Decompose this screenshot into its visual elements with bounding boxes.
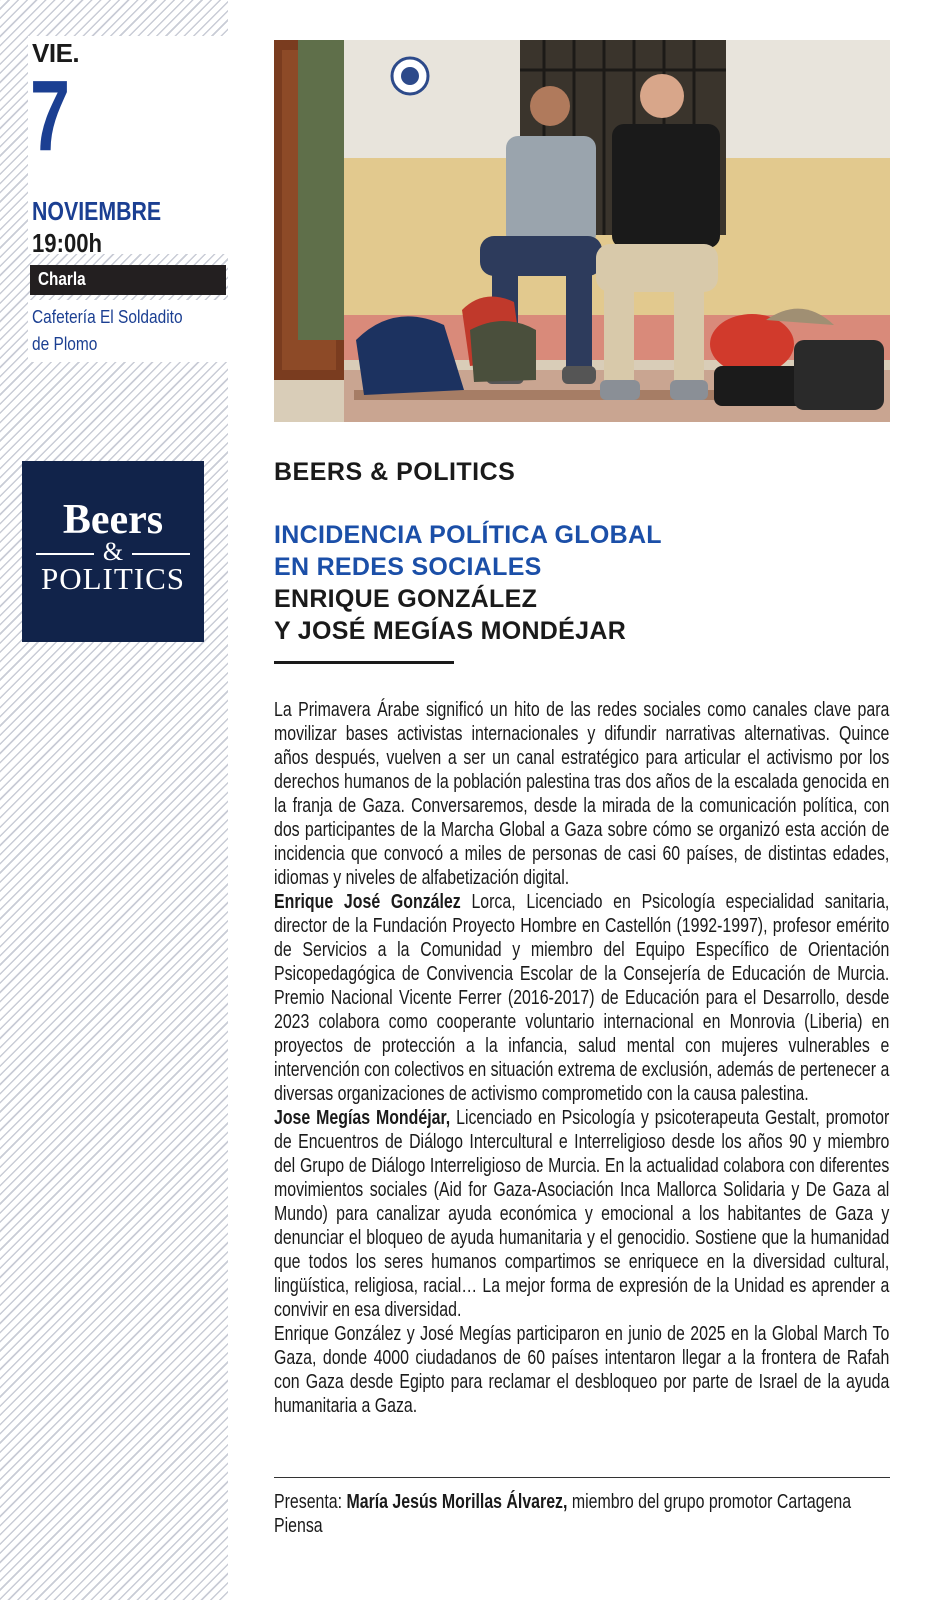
beers-politics-logo <box>22 461 204 642</box>
closing-paragraph: Enrique González y José Megías participaron en junio de 2025 en la Global March To Gaza, donde 4000 ciudadanos de 60 países intentaron llegar a la frontera de Rafah con Gaza desde Egipto para reclamar el desbloqueo por parte de Israel de la ayuda humanitaria a Gaza. <box>274 1323 890 1417</box>
speakers-line-1: ENRIQUE GONZÁLEZ <box>274 585 538 613</box>
talk-title-line-1: INCIDENCIA POLÍTICA GLOBAL <box>274 521 662 549</box>
venue-line-1: Cafetería El Soldadito <box>32 307 183 327</box>
speakers-photo-illustration <box>274 40 890 422</box>
article-body <box>274 698 889 1418</box>
bio-enrique-paragraph <box>274 890 889 1106</box>
logo-word-beers: Beers <box>62 497 164 543</box>
bio-jose-paragraph <box>274 1106 889 1322</box>
event-venue <box>32 304 195 358</box>
event-time: 19:00h <box>32 228 103 258</box>
event-month: NOVIEMBRE <box>32 196 162 226</box>
venue-line-2: de Plomo <box>32 334 98 354</box>
presenter-role: miembro del grupo promotor Cartagena Piensa <box>274 1491 852 1537</box>
series-title: BEERS & POLITICS <box>274 458 516 486</box>
bio-enrique-name: Enrique José González <box>274 891 461 913</box>
presenter-label: Presenta: <box>274 1491 347 1513</box>
event-weekday: VIE. <box>32 38 80 68</box>
talk-title-line-2: EN REDES SOCIALES <box>274 553 542 581</box>
event-type-bar <box>30 265 226 295</box>
speakers-line-2: Y JOSÉ MEGÍAS MONDÉJAR <box>274 617 627 645</box>
event-type-label: Charla <box>38 269 86 289</box>
speakers-photo <box>274 40 890 422</box>
logo-ampersand: & <box>102 537 124 566</box>
title-divider <box>274 661 454 664</box>
footer-divider <box>274 1477 890 1478</box>
bio-jose-text: Licenciado en Psicología y psicoterapeuta Gestalt, promotor de Encuentros de Diálogo Intercultural e Interreligioso desde los años 90 y miembro del Grupo de Diálogo Interreligioso de Murcia. En la actualidad colabora con diferentes movimientos sociales (Aid for Gaza-Asociación Inca Mallorca Solidaria y De Gaza al Mundo) para canalizar ayuda económica y emocional a los habitantes de Gaza y denunciar el bloqueo de ayuda humanitaria y el genocidio. Sostiene que la humanidad que todos los seres humanos compartimos se enriquece en la diversidad cultural, lingüística, religiosa, racial… La mejor forma de expresión de la Unidad es aprender a convivir en esa diversidad. <box>274 1107 890 1321</box>
bio-jose-name: Jose Megías Mondéjar, <box>274 1107 451 1129</box>
presenter-name: María Jesús Morillas Álvarez, <box>346 1491 568 1513</box>
presenter-line <box>274 1490 889 1538</box>
event-day: 7 <box>30 60 71 172</box>
logo-word-politics: POLITICS <box>40 561 186 596</box>
bio-enrique-text: Lorca, Licenciado en Psicología especialidad sanitaria, director de la Fundación Proyecto Hombre en Castellón (1992-1997), profesor emérito de Servicios a la Comunidad y miembro del Equipo Específico de Orientación Psicopedagógica de Convivencia Escolar de la Consejería de Educación de Murcia. Premio Nacional Vicente Ferrer (2016-2017) de Educación para el Desarrollo, desde 2023 colabora como cooperante voluntario internacional en Monrovia (Liberia) en proyectos de protección a la infancia, salud mental con mujeres vulnerables e intervención con colectivos en situación extrema de exclusión, además de pertenecer a diversas organizaciones de activismo comprometido con la causa palestina. <box>274 891 890 1105</box>
intro-paragraph: La Primavera Árabe significó un hito de las redes sociales como canales clave para movilizar bases activistas internacionales y difundir narrativas alternativas. Quince años después, vuelven a ser un canal estratégico para articular el activismo por los derechos humanos de la población palestina tras dos años de la escalada genocida en la franja de Gaza. Conversaremos, desde la mirada de la comunicación política, con dos participantes de la Marcha Global a Gaza sobre cómo se organizó esta acción de incidencia que convocó a miles de personas de casi 60 países, de distintas edades, idiomas y niveles de alfabetización digital. <box>274 699 890 889</box>
